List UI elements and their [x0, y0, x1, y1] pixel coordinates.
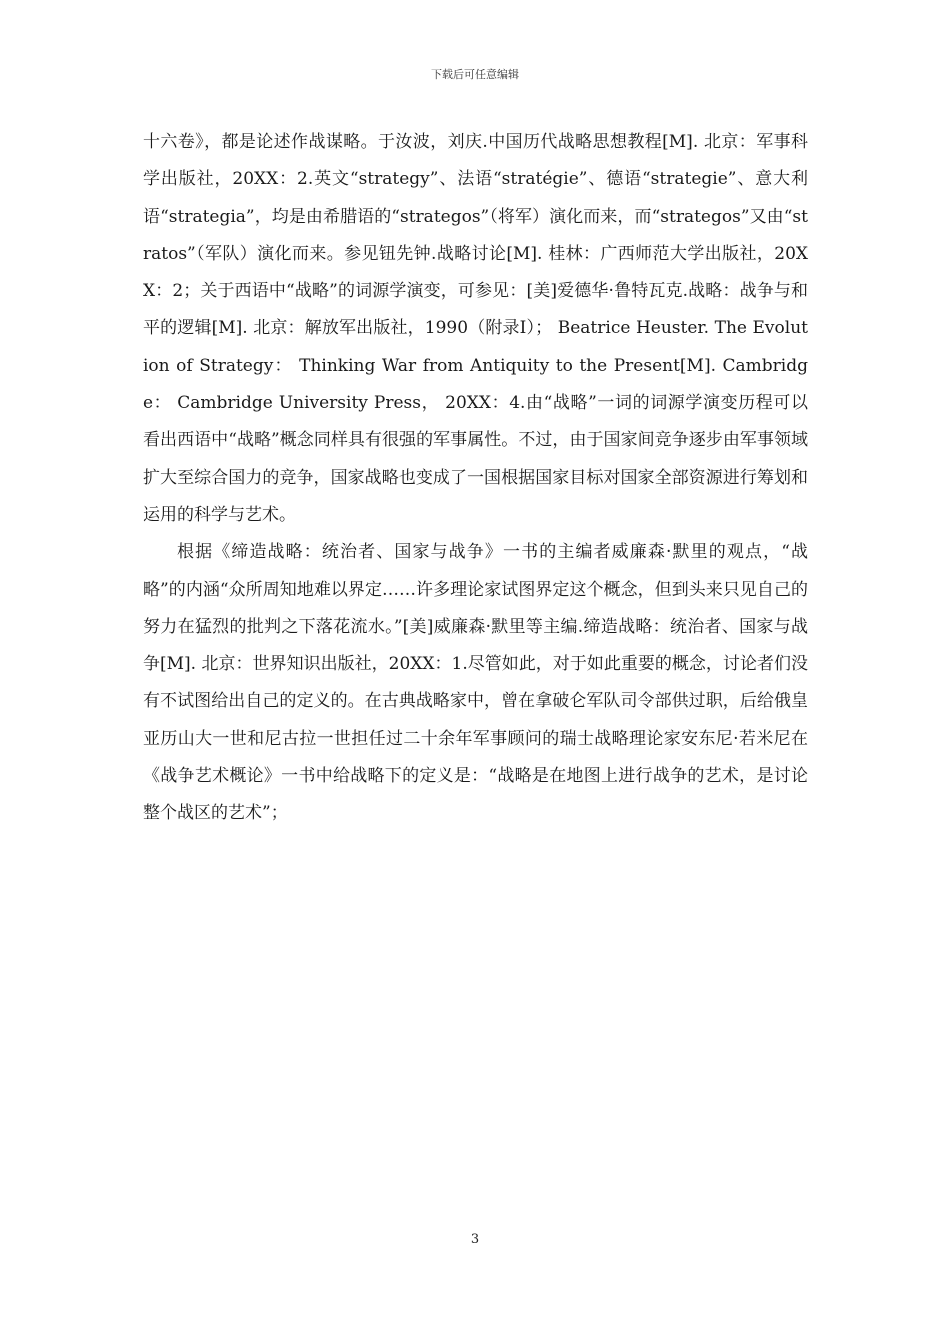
- page-header: 下载后可任意编辑: [431, 68, 519, 81]
- paragraph-strategy-definition: 根据《缔造战略：统治者、国家与战争》一书的主编者威廉森·默里的观点，“战略”的内涵“众所周知地难以界定……许多理论家试图界定这个概念，但到头来只见自己的努力在猛烈的批判之下落花流水。”[美]威廉森·默里等主编.缔造战略：统治者、国家与战争[M]. 北京：世界知识出版社，20XX：1.尽管如此，对于如此重要的概念，讨论者们没有不试图给出自己的定义的。在古典战略家中，曾在拿破仑军队司令部供过职，后给俄皇亚历山大一世和尼古拉一世担任过二十余年军事顾问的瑞士战略理论家安东尼·若米尼在《战争艺术概论》一书中给战略下的定义是：“战略是在地图上进行战争的艺术，是讨论整个战区的艺术”；: [143, 542, 808, 824]
- paragraph-footnote-continuation: 十六卷》，都是论述作战谋略。于汝波，刘庆.中国历代战略思想教程[M]. 北京：军事科学出版社，20XX：2.英文“strategy”、法语“stratégie”、德语“strategie”、意大利语“strategia”，均是由希腊语的“strategos”（将军）演化而来，而“strategos”又由“stratos”（军队）演化而来。参见钮先钟.战略讨论[M]. 桂林：广西师范大学出版社，20XX：2；关于西语中“战略”的词源学演变，可参见：[美]爱德华·鲁特瓦克.战略：战争与和平的逻辑[M]. 北京：解放军出版社，1990（附录Ⅰ）； Beatrice Heuster. The Evolution of Strategy： Thinking War from Antiquity to the Present[M]. Cambridge： Cambridge University Press， 20XX：4.由“战略”一词的词源学演变历程可以看出西语中“战略”概念同样具有很强的军事属性。不过，由于国家间竞争逐步由军事领域扩大至综合国力的竞争，国家战略也变成了一国根据国家目标对国家全部资源进行筹划和运用的科学与艺术。: [143, 132, 808, 525]
- document-body: [143, 124, 808, 833]
- page-number: 3: [470, 1232, 480, 1247]
